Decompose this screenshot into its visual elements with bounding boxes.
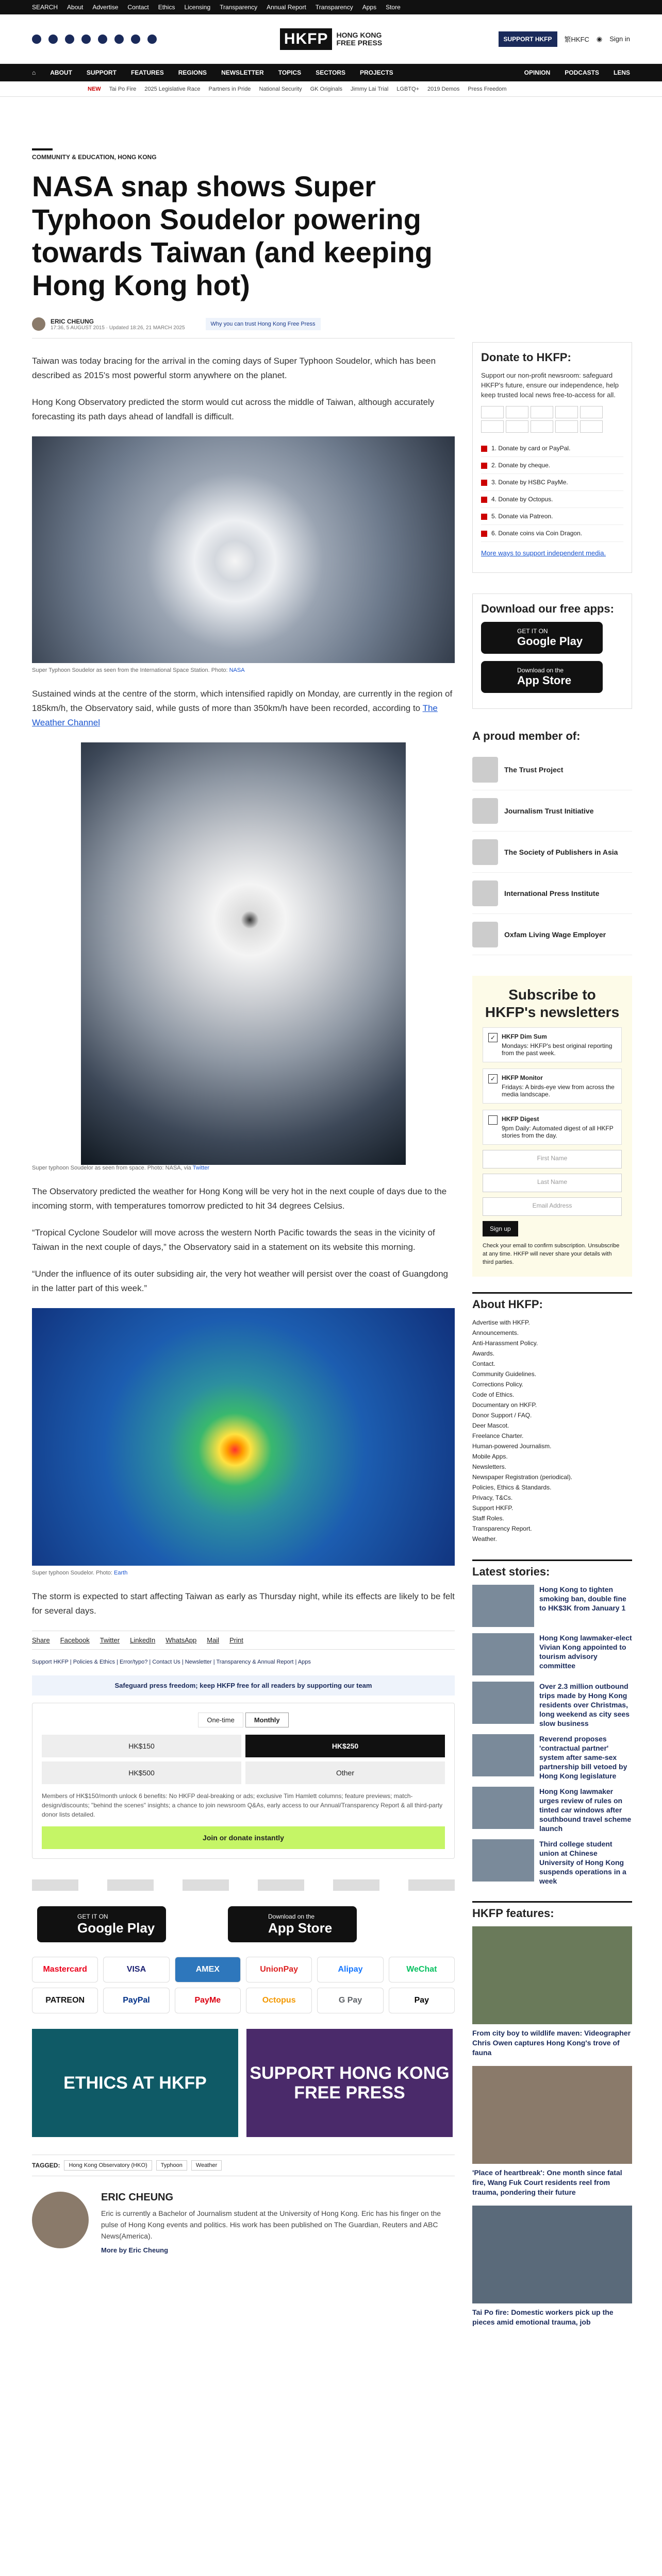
article-category[interactable]: COMMUNITY & EDUCATION, HONG KONG — [32, 148, 53, 161]
donate-note: Members of HK$150/month unlock 6 benefits: No HKFP deal‑breaking or ads; exclusive Tim Hamlett columns; feature previews; match-design/discounts; "behind the scenes" insights; a chance to join newsroom Q&As, early access to our Annual/Transparency Report & all third-party donor lists detailed. — [42, 1792, 443, 1818]
trust-project-logo[interactable] — [32, 1879, 78, 1891]
about-link[interactable]: Anti-Harassment Policy. — [472, 1340, 538, 1347]
feature-image[interactable] — [472, 1926, 632, 2024]
payment-cards — [481, 406, 623, 433]
main-nav — [0, 64, 662, 81]
user-icon[interactable]: ◉ — [596, 35, 603, 43]
feature-title[interactable]: Tai Po fire: Domestic workers pick up the pieces amid emotional trauma, job — [472, 2308, 614, 2326]
trending-label: NEW — [88, 86, 101, 92]
trending-item[interactable]: 2019 Demos — [427, 86, 460, 92]
latest-story[interactable]: Over 2.3 million outbound trips made by Hong Kong residents over Christmas, long weekend as city sees slow business — [472, 1682, 632, 1728]
author-box-name[interactable]: ERIC CHEUNG — [101, 2192, 174, 2203]
latest-title: Latest stories: — [472, 1565, 550, 1578]
about-link[interactable]: Newsletters. — [472, 1463, 507, 1470]
byline — [32, 317, 455, 338]
tab-monthly[interactable]: Monthly — [245, 1713, 289, 1727]
facebook-icon[interactable] — [32, 35, 41, 44]
latest-box — [472, 1560, 632, 1886]
share-whatsapp[interactable]: WhatsApp — [166, 1636, 197, 1644]
apps-title: Download our free apps: — [481, 602, 614, 615]
trending-item[interactable]: Partners in Pride — [208, 86, 251, 92]
member-logo — [472, 880, 498, 906]
language-link[interactable]: 繁HKFC — [564, 36, 589, 43]
about-link[interactable]: Support HKFP. — [472, 1504, 514, 1512]
amount-option-selected[interactable]: HK$250 — [245, 1735, 445, 1757]
amount-option[interactable]: HK$150 — [42, 1735, 241, 1757]
newsletter-option[interactable]: HKFP Digest 9pm Daily: Automated digest of all HKFP stories from the day. — [483, 1110, 622, 1145]
store-link[interactable]: Store — [386, 4, 401, 11]
app-store-button[interactable]: Download on the App Store — [481, 661, 603, 693]
member-logo — [472, 757, 498, 783]
trending-item[interactable]: Jimmy Lai Trial — [350, 86, 389, 92]
apps-box — [472, 594, 632, 709]
advertise-link[interactable]: Advertise — [92, 4, 119, 11]
about-link[interactable]: Deer Mascot. — [472, 1422, 509, 1429]
google-play-button[interactable]: GET IT ON Google Play — [481, 622, 603, 654]
latest-story[interactable]: Reverend proposes 'contractual partner' system after same-sex partnership bill vetoed by Hong Kong legislature — [472, 1734, 632, 1781]
share-print[interactable]: Print — [229, 1636, 243, 1644]
about-link[interactable]: Announcements. — [472, 1329, 519, 1336]
share-facebook[interactable]: Facebook — [60, 1636, 90, 1644]
ethics-promo[interactable]: ETHICS AT HKFP — [32, 2029, 238, 2137]
transparency-link-2[interactable]: Transparency — [315, 4, 353, 11]
signup-note: Check your email to confirm subscription. Unsubscribe at any time. HKFP will never share your details with third parties. — [483, 1243, 620, 1265]
first-name-input[interactable]: First Name — [483, 1150, 622, 1168]
paragraph: “Tropical Cyclone Soudelor will move across the western North Pacific towards the seas in the vicinity of Taiwan in the next couple of days,” the Observatory said in a statement on its website this morning. — [32, 1228, 435, 1252]
card-icon — [531, 406, 553, 418]
about-link[interactable]: Weather. — [472, 1535, 497, 1543]
typhoon-map — [32, 1308, 455, 1566]
paragraph: Hong Kong Observatory predicted the storm would cut across the middle of Taiwan, although accurately forecasting its path days ahead of landfall is difficult. — [32, 397, 435, 421]
member-logo — [472, 798, 498, 824]
promo-banners — [32, 2029, 455, 2137]
about-link[interactable]: Documentary on HKFP. — [472, 1401, 537, 1409]
press-freedom-banner[interactable]: Safeguard press freedom; keep HKFP free for all readers by supporting our team — [32, 1675, 455, 1696]
donate-way[interactable]: 6. Donate coins via Coin Dragon. — [481, 525, 623, 542]
story-thumbnail — [472, 1734, 534, 1776]
support-promo[interactable]: SUPPORT HONG KONG FREE PRESS — [246, 2029, 453, 2137]
card-icon — [481, 406, 504, 418]
tagged-label: TAGGED: — [32, 2162, 60, 2169]
unionpay-icon[interactable]: UnionPay — [246, 1957, 312, 1982]
story-thumbnail — [472, 1787, 534, 1829]
email-input[interactable]: Email Address — [483, 1197, 622, 1216]
feature-image[interactable] — [472, 2206, 632, 2303]
more-by-author-link[interactable]: More by Eric Cheung — [101, 2246, 169, 2254]
about-link[interactable]: Human-powered Journalism. — [472, 1443, 552, 1450]
oxfam-logo[interactable] — [333, 1879, 379, 1891]
logo-mark: HKFP — [280, 28, 333, 50]
features-title: HKFP features: — [472, 1907, 554, 1920]
amex-icon[interactable]: AMEX — [175, 1957, 241, 1982]
payment-methods — [32, 1957, 455, 2013]
member-item[interactable]: Journalism Trust Initiative — [472, 790, 632, 832]
nav-podcasts[interactable]: PODCASTS — [565, 69, 599, 76]
checkbox[interactable] — [488, 1115, 498, 1125]
feature-title[interactable]: From city boy to wildlife maven: Videographer Chris Owen captures Hong Kong's trove of fauna — [472, 2029, 631, 2057]
card-icon — [555, 406, 578, 418]
features-box — [472, 1901, 632, 2327]
article-dates: 17:36, 5 AUGUST 2015 · Updated 18:26, 21 MARCH 2025 — [51, 325, 185, 331]
member-item[interactable]: The Trust Project — [472, 749, 632, 790]
social-icons — [32, 35, 280, 44]
tag[interactable]: Hong Kong Observatory (HKO) — [64, 2160, 152, 2171]
nav-lens[interactable]: LENS — [613, 69, 630, 76]
app-store-button[interactable]: Download on the App Store — [228, 1906, 357, 1942]
nav-projects[interactable]: PROJECTS — [360, 69, 393, 76]
member-logo — [472, 922, 498, 947]
nav-opinion[interactable]: OPINION — [524, 69, 551, 76]
caption-link[interactable]: NASA — [229, 667, 245, 673]
trending-item[interactable]: 2025 Legislative Race — [144, 86, 201, 92]
support-button[interactable]: SUPPORT HKFP — [499, 31, 557, 47]
tags-bar — [32, 2155, 455, 2176]
about-link[interactable]: Transparency Report. — [472, 1525, 532, 1532]
share-mail[interactable]: Mail — [207, 1636, 220, 1644]
card-icon — [555, 420, 578, 433]
transparency-link[interactable]: Transparency — [220, 4, 258, 11]
donate-intro: Support our non-profit newsroom: safeguard HKFP's future, ensure our independence, help keep trusted local news free-to-access for all. — [481, 371, 619, 399]
checkbox-checked[interactable]: ✓ — [488, 1074, 498, 1083]
payme-icon[interactable]: PayMe — [175, 1988, 241, 2013]
donate-way[interactable]: 1. Donate by card or PayPal. — [481, 440, 623, 457]
site-logo[interactable] — [280, 28, 382, 50]
amount-option[interactable]: HK$500 — [42, 1761, 241, 1784]
last-name-input[interactable]: Last Name — [483, 1174, 622, 1192]
site-header — [0, 14, 662, 64]
trending-item[interactable]: National Security — [259, 86, 302, 92]
about-link[interactable]: Staff Roles. — [472, 1515, 504, 1522]
latest-story[interactable]: Hong Kong lawmaker urges review of rules on tinted car windows after southbound travel scheme launch — [472, 1787, 632, 1833]
threads-icon[interactable] — [81, 35, 91, 44]
instagram-icon[interactable] — [65, 35, 74, 44]
about-link[interactable]: Contact. — [472, 1360, 495, 1367]
about-box — [472, 1292, 632, 1544]
trending-item[interactable]: Tai Po Fire — [109, 86, 137, 92]
tag[interactable]: Weather — [191, 2160, 222, 2171]
member-logos-row — [32, 1879, 455, 1891]
apps-link[interactable]: Apps — [362, 4, 377, 11]
story-thumbnail — [472, 1585, 534, 1627]
author-box — [32, 2192, 455, 2255]
youtube-icon[interactable] — [98, 35, 107, 44]
member-item[interactable]: Oxfam Living Wage Employer — [472, 914, 632, 955]
paragraph: The storm is expected to start affecting Taiwan as early as Thursday night, while its effects are likely to be felt for several days. — [32, 1591, 455, 1616]
about-link[interactable]: Corrections Policy. — [472, 1381, 524, 1388]
card-icon — [580, 420, 603, 433]
caption: Super typhoon Soudelor. Photo: Earth — [32, 1570, 128, 1576]
paypal-icon[interactable]: PayPal — [103, 1988, 169, 2013]
licensing-link[interactable]: Licensing — [184, 4, 211, 11]
sopa-logo[interactable] — [183, 1879, 229, 1891]
donate-title: Donate to HKFP: — [481, 351, 571, 364]
about-link[interactable]: Mobile Apps. — [472, 1453, 508, 1460]
donate-way[interactable]: 2. Donate by cheque. — [481, 457, 623, 474]
caption: Super typhoon Soudelor as seen from space. Photo: NASA, via Twitter — [32, 1165, 210, 1171]
about-link[interactable]: Donor Support / FAQ. — [472, 1412, 532, 1419]
about-link[interactable]: Freelance Charter. — [472, 1432, 524, 1439]
trending-bar — [0, 81, 662, 97]
telegram-icon[interactable] — [131, 35, 140, 44]
caption: Super Typhoon Soudelor as seen from the International Space Station. Photo: NASA — [32, 667, 245, 673]
signup-button[interactable]: Sign up — [483, 1221, 518, 1236]
about-link[interactable]: Privacy, T&Cs. — [472, 1494, 513, 1501]
about-link[interactable]: Advertise with HKFP. — [472, 1319, 530, 1326]
member-item[interactable]: International Press Institute — [472, 873, 632, 914]
rss-icon[interactable] — [147, 35, 157, 44]
trending-item[interactable]: GK Originals — [310, 86, 342, 92]
patreon-icon[interactable]: PATREON — [32, 1988, 98, 2013]
top-utility-bar — [0, 0, 662, 14]
about-link[interactable]: Code of Ethics. — [472, 1391, 515, 1398]
jti-logo[interactable] — [107, 1879, 154, 1891]
trending-item[interactable]: LGBTQ+ — [396, 86, 420, 92]
latest-story[interactable]: Third college student union at Chinese University of Hong Kong suspends operations in a week — [472, 1839, 632, 1886]
paragraph: Taiwan was today bracing for the arrival in the coming days of Super Typhoon Soudelor, which has been described as 2015's most powerful storm anywhere on the planet. — [32, 356, 436, 380]
nav-topics[interactable]: TOPICS — [278, 69, 302, 76]
hkfp-logo[interactable] — [408, 1879, 455, 1891]
feature-title[interactable]: 'Place of heartbreak': One month since fatal fire, Wang Fuk Court residents reel from trauma, pondering their future — [472, 2168, 622, 2196]
author-photo — [32, 2192, 89, 2248]
signin-link[interactable]: Sign in — [609, 35, 630, 43]
ethics-link[interactable]: Ethics — [158, 4, 175, 11]
story-thumbnail — [472, 1682, 534, 1724]
nav-about[interactable]: ABOUT — [50, 69, 72, 76]
nav-features[interactable]: FEATURES — [130, 69, 164, 76]
share-twitter[interactable]: Twitter — [100, 1636, 120, 1644]
about-link[interactable]: Newspaper Registration (periodical). — [472, 1473, 573, 1481]
about-link[interactable]: Community Guidelines. — [472, 1370, 537, 1378]
share-label: Share — [32, 1636, 50, 1644]
join-button[interactable]: Join or donate instantly — [42, 1826, 445, 1849]
author-avatar — [32, 317, 45, 331]
card-icon — [481, 420, 504, 433]
linkedin-icon[interactable] — [114, 35, 124, 44]
story-thumbnail — [472, 1633, 534, 1675]
x-icon[interactable] — [48, 35, 58, 44]
member-title: A proud member of: — [472, 730, 581, 742]
paragraph: “Under the influence of its outer subsiding air, the very hot weather will persist over the coast of Guangdong in the latter part of this week.” — [32, 1269, 449, 1293]
article-title: NASA snap shows Super Typhoon Soudelor powering towards Taiwan (and keeping Hong Kong hot) — [32, 170, 433, 301]
author-name[interactable]: ERIC CHEUNG — [51, 317, 94, 325]
typhoon-photo-space — [81, 742, 406, 1165]
about-link[interactable]: Policies, Ethics & Standards. — [472, 1484, 552, 1491]
share-linkedin[interactable]: LinkedIn — [130, 1636, 156, 1644]
home-icon[interactable]: ⌂ — [32, 69, 36, 76]
footer-links[interactable]: Support HKFP | Policies & Ethics | Error/typo? | Contact Us | Newsletter | Transparency & Annual Report | Apps — [32, 1659, 311, 1665]
alipay-icon[interactable]: Alipay — [317, 1957, 383, 1982]
octopus-icon[interactable]: Octopus — [246, 1988, 312, 2013]
card-icon — [506, 420, 528, 433]
tab-one-time[interactable]: One-time — [198, 1713, 243, 1727]
caption-link[interactable]: Twitter — [192, 1165, 210, 1171]
wechat-icon[interactable]: WeChat — [389, 1957, 455, 1982]
article — [32, 148, 455, 2255]
gpay-icon[interactable]: G Pay — [317, 1988, 383, 2013]
member-box — [472, 730, 632, 955]
annual-report-link[interactable]: Annual Report — [267, 4, 306, 11]
sidebar — [472, 342, 632, 2335]
trust-link[interactable]: Why you can trust Hong Kong Free Press — [206, 318, 321, 330]
story-thumbnail — [472, 1839, 534, 1882]
paragraph: Sustained winds at the centre of the storm, which intensified rapidly on Monday, are currently in the region of 185km/h, the Observatory said, while gusts of more than 350km/h have been recorded, according to The Weather Channel — [32, 689, 453, 727]
author-bio: Eric is currently a Bachelor of Journalism student at the University of Hong Kong. Eric has his finger on the pulse of Hong Kong events and politics. His work has been published on The Guardian, Reuters and ABC News(America). — [101, 2209, 441, 2240]
nav-sectors[interactable]: SECTORS — [316, 69, 345, 76]
newsletter-box — [472, 976, 632, 1277]
app-store-buttons — [32, 1906, 455, 1942]
paragraph: The Observatory predicted the weather for Hong Kong will be very hot in the next couple of days due to the incoming storm, with temperatures tomorrow predicted to hit 34 degrees Celsius. — [32, 1187, 447, 1211]
search-link[interactable]: SEARCH — [32, 4, 58, 11]
member-item[interactable]: The Society of Publishers in Asia — [472, 832, 632, 873]
amount-option-other[interactable]: Other — [245, 1761, 445, 1784]
contact-link[interactable]: Contact — [127, 4, 149, 11]
donate-widget — [32, 1703, 455, 1859]
weather-channel-link[interactable]: The Weather Channel — [32, 703, 438, 727]
member-logo — [472, 839, 498, 865]
caption-link[interactable]: Earth — [114, 1570, 128, 1576]
donate-way[interactable]: 4. Donate by Octopus. — [481, 491, 623, 508]
nav-support[interactable]: SUPPORT — [86, 69, 117, 76]
about-link[interactable]: Awards. — [472, 1350, 495, 1357]
checkbox-checked[interactable]: ✓ — [488, 1033, 498, 1042]
donate-box — [472, 342, 632, 573]
visa-icon[interactable]: VISA — [103, 1957, 169, 1982]
newsletter-option[interactable]: ✓ HKFP Monitor Fridays: A birds-eye view from across the media landscape. — [483, 1069, 622, 1104]
latest-story[interactable]: Hong Kong to tighten smoking ban, double fine to HK$3K from January 1 — [472, 1585, 632, 1627]
donate-way[interactable]: 3. Donate by HSBC PayMe. — [481, 474, 623, 491]
logo-text: HONG KONG FREE PRESS — [336, 30, 383, 47]
donate-way[interactable]: 5. Donate via Patreon. — [481, 508, 623, 525]
newsletter-option[interactable]: ✓ HKFP Dim Sum Mondays: HKFP's best original reporting from the past week. — [483, 1027, 622, 1062]
applepay-icon[interactable]: Pay — [389, 1988, 455, 2013]
nav-newsletter[interactable]: NEWSLETTER — [221, 69, 264, 76]
tag[interactable]: Typhoon — [156, 2160, 187, 2171]
nav-regions[interactable]: REGIONS — [178, 69, 207, 76]
ipi-logo[interactable] — [258, 1879, 304, 1891]
about-link[interactable]: About — [67, 4, 84, 11]
google-play-button[interactable]: GET IT ON Google Play — [37, 1906, 166, 1942]
feature-image[interactable] — [472, 2066, 632, 2164]
card-icon — [531, 420, 553, 433]
share-bar — [32, 1631, 455, 1650]
about-title: About HKFP: — [472, 1298, 543, 1311]
newsletter-title: Subscribe to HKFP's newsletters — [485, 987, 620, 1020]
trending-item[interactable]: Press Freedom — [468, 86, 507, 92]
more-ways-link[interactable]: More ways to support independent media. — [481, 549, 606, 557]
card-icon — [506, 406, 528, 418]
card-icon — [580, 406, 603, 418]
latest-story[interactable]: Hong Kong lawmaker-elect Vivian Kong appointed to tourism advisory committee — [472, 1633, 632, 1675]
typhoon-photo-iss — [32, 436, 455, 663]
mastercard-icon[interactable]: Mastercard — [32, 1957, 98, 1982]
